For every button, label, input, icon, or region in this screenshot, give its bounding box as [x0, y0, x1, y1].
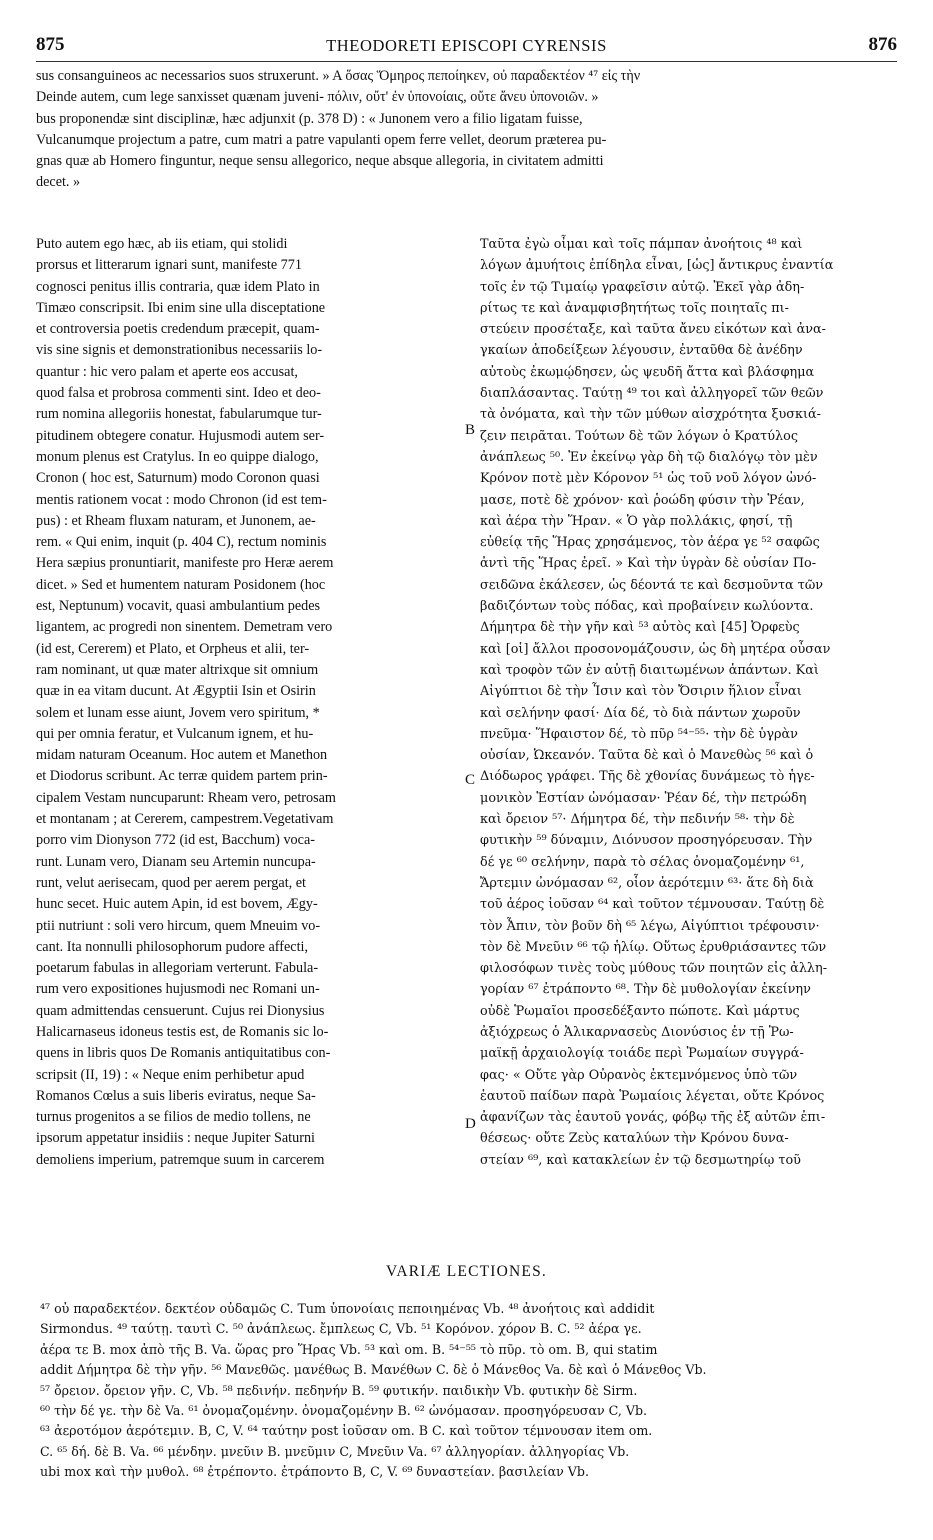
text-line: Deinde autem, cum lege sanxisset quænam juveni- πόλιν, οὔτ' ἐν ὑπονοίαις, οὔτε ἄνευ ὑπονοιῶν. » [36, 89, 599, 106]
latin-text-line: runt. Lunam vero, Dianam seu Artemin nuncupa- [36, 853, 316, 870]
latin-text-line: poetarum fabulas in allegoriam verterunt. Fabula- [36, 960, 319, 977]
variant-note-line: C. ⁶⁵ δή. δὲ B. Va. ⁶⁶ μένδην. μνεῦιν B. μνεῦμιν C, Μνεῦιν Va. ⁶⁷ ἀλληγορίαν. ἀλληγορίας Vb. [40, 1443, 630, 1459]
greek-text-line: σειδῶνα ἐκάλεσεν, ὡς δέοντά τε καὶ δεσμοῦντα τῶν [480, 577, 824, 593]
variant-note-line: addit Δήμητρα δὲ τὴν γῆν. ⁵⁶ Μανεθῶς. μανέθως B. Μανέθων C. δὲ ὁ Μάνεθος Va. δὲ καὶ ὁ Μάνεθος Vb. [40, 1362, 707, 1378]
latin-text-line: demoliens imperium, patremque suum in carcerem [36, 1151, 325, 1168]
latin-text-line: turnus progenitos a se filios de medio tollens, ne [36, 1109, 311, 1126]
latin-text-line: ptii nutriunt : soli vero hircum, quem Mneuim vo- [36, 917, 321, 934]
margin-marker-b: B [465, 422, 476, 438]
greek-text-line: ἑαυτοῦ παίδων παρὰ Ῥωμαίοις λέγεται, οὔτε Κρόνος [480, 1088, 825, 1104]
variant-note-line: ἀέρα τε B. mox ἀπὸ τῆς B. Va. ὥρας pro Ἥρας Vb. ⁵³ καὶ om. B. ⁵⁴⁻⁵⁵ τὸ πῦρ. τὸ om. B, qui statim [40, 1341, 658, 1357]
greek-text-line: λόγων ἀμυήτοις ἐπίδηλα εἶναι, [ὡς] ἄντικρυς ἐναντία [480, 258, 834, 274]
latin-text-line: ipsorum appetatur insidiis : neque Jupiter Saturni [36, 1130, 315, 1147]
greek-text-line: τὸν δὲ Μνεῦιν ⁶⁶ τῷ ἡλίῳ. Οὕτως ἐρυθριάσαντες τῶν [480, 939, 827, 955]
greek-text-line: φιλοσόφων τινὲς τοὺς μύθους τῶν ποιητῶν εἰς ἀλλη- [480, 961, 828, 977]
text-line: gnas quæ ab Homero finguntur, neque sensu allegorico, neque absque allegoria, in civitatem admitti [36, 153, 604, 170]
greek-text-line: αὐτοὺς ἐκωμῴδησεν, ὡς ψευδῆ ἄττα καὶ βλάσφημα [480, 364, 815, 380]
page-number-left: 875 [36, 34, 65, 55]
latin-text-line: rem. « Qui enim, inquit (p. 404 C), rectum nominis [36, 534, 327, 551]
latin-text-line: qui per omnia feratur, et Vulcanum ignem, et hu- [36, 725, 314, 742]
latin-text-line: cipalem Vestam nuncuparunt: Rheam vero, petrosam [36, 789, 336, 806]
greek-text-line: ζειν πειρᾶται. Τούτων δὲ τῶν λόγων ὁ Κρατύλος [480, 428, 798, 444]
latin-text-line: Romanos Cœlus a suis liberis eviratus, neque Sa- [36, 1087, 316, 1104]
latin-text-line: ligantem, ac progredi non sinentem. Demetram vero [36, 619, 333, 636]
greek-text-line: καὶ ὄρειον ⁵⁷· Δήμητρα δέ, τὴν πεδινήν ⁵⁸· τὴν δὲ [480, 812, 795, 828]
greek-text-line: οὐδὲ Ῥωμαῖοι προσεδέξαντο πώποτε. Καὶ μάρτυς [480, 1003, 800, 1019]
greek-text-line: ἀφανίζων τὰς ἑαυτοῦ γονάς, φόβῳ τῆς ἐξ αὐτῶν ἐπι- [480, 1110, 826, 1126]
greek-text-line: οὐσίαν, Ὠκεανόν. Ταῦτα δὲ καὶ ὁ Μανεθὼς ⁵⁶ καὶ ὁ [480, 748, 814, 764]
greek-text-line: τὰ ὀνόματα, καὶ τὴν τῶν μύθων αἰσχρότητα ξυσκιά- [480, 407, 822, 423]
latin-text-line: (id est, Cererem) et Plato, et Orpheus et alii, ter- [36, 640, 310, 657]
page-header [36, 34, 897, 60]
latin-text-line: Halicarnaseus idoneus testis est, de Romanis sic lo- [36, 1023, 329, 1040]
latin-text-line: vis sine signis et demonstrationibus necessariis lo- [36, 342, 323, 359]
running-title: THEODORETI EPISCOPI CYRENSIS [326, 36, 607, 55]
text-line: decet. » [36, 174, 81, 191]
text-line: Vulcanumque projectum a patre, cum matri a patre vapulanti opem ferre vellet, deorum præterea pu- [36, 131, 607, 148]
latin-text-line: scripsit (II, 19) : « Neque enim perhibetur apud [36, 1066, 305, 1083]
text-line: bus proponendæ sint disciplinæ, hæc adjunxit (p. 378 D) : « Junonem vero a filio ligatam fuisse, [36, 110, 583, 127]
latin-text-line: porro vim Dionyson 772 (id est, Bacchum) voca- [36, 832, 315, 849]
full-width-text [36, 66, 898, 194]
variant-note-line: ⁴⁷ οὐ παραδεκτέον. δεκτέον οὐδαμῶς C. Tum ὑπονοίαις πεποιημένας Vb. ⁴⁸ ἀνοήτοις καὶ addidit [40, 1301, 655, 1316]
latin-text-line: hunc secet. Huic autem Apin, id est bovem, Ægy- [36, 896, 318, 913]
latin-text-line: est, Neptunum) vocavit, quasi ambulantium pedes [36, 598, 321, 615]
greek-text-line: εὐθείᾳ τῆς Ἥρας χρησάμενος, τὸν ἀέρα γε ⁵² σαφῶς [480, 535, 820, 551]
latin-text-line: quæ in ea vitam ducunt. At Ægyptii Isin et Osirin [36, 683, 316, 700]
margin-marker-d: D [465, 1116, 476, 1132]
header-rule [36, 61, 897, 62]
latin-column [36, 234, 464, 1171]
latin-text-line: Cronon ( hoc est, Saturnum) modo Coronon quasi [36, 470, 320, 487]
latin-text-line: pus) : et Rheam fluxam naturam, et Junonem, ae- [36, 512, 316, 529]
latin-text-line: Puto autem ego hæc, ab iis etiam, qui stolidi [36, 236, 288, 252]
latin-text-line: et Diodorus scribunt. Ac terræ quidem partem prin- [36, 768, 328, 785]
latin-text-line: Timæo conscripsit. Ibi enim sine ulla disceptatione [36, 299, 326, 316]
greek-text-line: βαδιζόντων τοὺς πόδας, καὶ προβαίνειν κωλύοντα. [480, 599, 814, 615]
text-line: sus consanguineos ac necessarios suos struxerunt. » A ὅσας Ὅμηρος πεποίηκεν, οὐ παραδεκτέον ⁴⁷ εἰς τὴν [36, 68, 641, 84]
latin-text-line: pitudinem obtegere conatur. Hujusmodi autem ser- [36, 427, 325, 444]
greek-text-line: ρίτως τε καὶ ἀναμφισβητήτως τοῖς ποιηταῖς πι- [480, 300, 790, 316]
greek-text-line: γορίαν ⁶⁷ ἐτράποντο ⁶⁸. Τὴν δὲ μυθολογίαν ἐκείνην [480, 982, 811, 998]
greek-text-line: Διόδωρος γράφει. Τῆς δὲ χθονίας δυνάμεως τὸ ἡγε- [480, 769, 815, 785]
greek-text-line: δέ γε ⁶⁰ σελήνην, παρὰ τὸ σέλας ὀνομαζομένην ⁶¹, [480, 854, 805, 870]
greek-text-line: Ἄρτεμιν ὠνόμασαν ⁶², οἷον ἀερότεμιν ⁶³· ἅτε δὴ διὰ [480, 875, 814, 891]
greek-text-line: μαϊκῇ ἀρχαιολογίᾳ τοιάδε περὶ Ῥωμαίων συγγρά- [480, 1046, 804, 1062]
greek-text-line: τὸν Ἆπιν, τὸν βοῦν δὴ ⁶⁵ λέγω, Αἰγύπτιοι τρέφουσιν· [480, 918, 820, 934]
greek-text-line: στείαν ⁶⁹, καὶ κατακλείων ἐν τῷ δεσμωτηρίῳ τοῦ [480, 1152, 801, 1168]
latin-text-line: et montanam ; at Cererem, campestrem.Vegetativam [36, 811, 334, 828]
latin-text-line: prorsus et litterarum ignari sunt, manifeste 771 [36, 257, 302, 274]
latin-text-line: mentis rationem vocat : modo Chronon (id est tem- [36, 491, 327, 508]
variae-lectiones-heading: VARIÆ LECTIONES. [385, 1263, 547, 1280]
greek-text-line: μονικὸν Ἑστίαν ὠνόμασαν· Ῥέαν δέ, τὴν πετρώδη [480, 790, 807, 806]
latin-text-line: rum vero expositiones hujusmodi nec Romani un- [36, 981, 320, 998]
variant-note-line: ubi mox καὶ τὴν μυθολ. ⁶⁸ ἐτρέποντο. ἐτράποντο B, C, V. ⁶⁹ δυναστείαν. βασιλείαν Vb. [40, 1464, 589, 1480]
greek-text-line: θέσεως· οὔτε Ζεὺς καταλύων τὴν Κρόνου δυνα- [480, 1131, 789, 1147]
greek-text-line: ἀξιόχρεως ὁ Ἁλικαρνασεὺς Διονύσιος ἐν τῇ Ῥω- [480, 1024, 794, 1040]
greek-text-line: φας· « Οὔτε γὰρ Οὐρανὸς ἐκτεμνόμενος ὑπὸ τῶν [480, 1067, 798, 1083]
latin-text-line: quantur : hic vero palam et aperte eos accusat, [36, 363, 298, 380]
latin-text-line: Hera sæpius pronuntiarit, manifeste pro Heræ aerem [36, 555, 334, 572]
latin-text-line: quod falsa et probrosa commenti sint. Ideo et deo- [36, 385, 321, 402]
latin-text-line: runt, velut aerisecam, quod per aerem pergat, et [36, 874, 306, 891]
greek-text-line: γκαίων ἀποδείξεων λέγουσιν, ἐνταῦθα δὲ ἀνέδην [480, 343, 803, 359]
variae-lectiones-notes [40, 1299, 898, 1483]
latin-text-line: ram nominant, ut quæ mater altrixque sit omnium [36, 661, 319, 678]
page-number-right: 876 [868, 34, 897, 55]
variant-note-line: ⁶⁰ τὴν δέ γε. τὴν δὲ Va. ⁶¹ ὀνομαζομένην. ὀνομαζομένην B. ⁶² ὠνόμασαν. προσηγόρευσαν C, Vb. [40, 1402, 648, 1418]
greek-text-line: καὶ ἀέρα τὴν Ἥραν. « Ὁ γὰρ πολλάκις, φησί, τῇ [480, 513, 793, 529]
greek-text-line: ἀντὶ τῆς Ἥρας ἐρεῖ. » Καὶ τὴν ὑγρὰν δὲ οὐσίαν Πο- [480, 556, 817, 572]
margin-marker-c: C [465, 772, 476, 788]
greek-text-line: Αἰγύπτιοι δὲ τὴν Ἶσιν καὶ τὸν Ὄσιριν ἥλιον εἶναι [480, 684, 802, 700]
latin-text-line: dicet. » Sed et humentem naturam Posidonem (hoc [36, 576, 326, 593]
greek-text-line: Κρόνον ποτὲ μὲν Κόρονον ⁵¹ ὡς τοῦ νοῦ λόγον ὠνό- [480, 471, 817, 487]
greek-text-line: φυτικὴν ⁵⁹ δύναμιν, Διόνυσον προσηγόρευσαν. Τὴν [480, 833, 813, 849]
variant-note-line: ⁶³ ἀεροτόμον ἀερότεμιν. B, C, V. ⁶⁴ ταύτην post ἰοῦσαν om. B C. καὶ τοῦτον τέμνουσαν item om. [40, 1423, 653, 1439]
greek-text-line: μασε, ποτὲ δὲ χρόνον· καὶ ῥοώδη φύσιν τὴν Ῥέαν, [480, 492, 805, 508]
greek-text-line: τοῖς ἐν τῷ Τιμαίῳ γραφεῖσιν αὐτῷ. Ἐκεῖ γὰρ ἀδη- [480, 279, 805, 295]
greek-text-line: Ταῦτα ἐγὼ οἶμαι καὶ τοῖς πάμπαν ἀνοήτοις ⁴⁸ καὶ [480, 237, 803, 252]
latin-text-line: cant. Ita nonnulli philosophorum pudore affecti, [36, 938, 308, 955]
greek-text-line: καὶ σελήνην φασί· Δία δέ, τὸ διὰ πάντων χωροῦν [480, 705, 801, 721]
variant-note-line: Sirmondus. ⁴⁹ ταύτῃ. ταυτὶ C. ⁵⁰ ἀνάπλεως. ἔμπλεως C, Vb. ⁵¹ Κορόνον. χόρον B. C. ⁵² ἀέρα γε. [40, 1321, 642, 1337]
greek-text-line: καὶ τροφὸν τῶν ἐν αὐτῇ διαιτωμένων ἁπάντων. Καὶ [480, 662, 819, 678]
greek-column [480, 234, 898, 1171]
latin-text-line: solem et lunam esse aiunt, Jovem vero spiritum, * [36, 704, 320, 721]
latin-text-line: rum nomina allegoriis honestat, fabularumque tur- [36, 406, 322, 423]
greek-text-line: τοῦ ἀέρος ἰοῦσαν ⁶⁴ καὶ τοῦτον τέμνουσαν. Ταύτῃ δὲ [480, 897, 825, 913]
greek-text-line: πνεῦμα· Ἥφαιστον δέ, τὸ πῦρ ⁵⁴⁻⁵⁵· τὴν δὲ ὑγρὰν [480, 726, 798, 742]
latin-text-line: monum plenus est Cratylus. In eo quippe dialogo, [36, 448, 319, 465]
greek-text-line: Δήμητρα δὲ τὴν γῆν καὶ ⁵³ αὐτὸς καὶ [45] Ὀρφεὺς [480, 620, 800, 636]
greek-text-line: ἀνάπλεως ⁵⁰. Ἐν ἐκείνῳ γὰρ δὴ τῷ διαλόγῳ τὸν μὲν [480, 449, 818, 465]
greek-text-line: στεύειν προσέταξε, καὶ ταῦτα ἄνευ εἰκότων καὶ ἀνα- [480, 322, 826, 338]
latin-text-line: et controversia poetis credendum præcepit, quam- [36, 321, 320, 338]
latin-text-line: quam admittendas censuerunt. Cujus rei Dionysius [36, 1002, 325, 1019]
greek-text-line: διαπλάσαντας. Ταύτῃ ⁴⁹ τοι καὶ ἀλληγορεῖ τῶν θεῶν [480, 386, 824, 402]
latin-text-line: midam naturam Oceanum. Hoc autem et Manethon [36, 747, 328, 764]
latin-text-line: quens in libris quos De Romanis antiquitatibus con- [36, 1045, 331, 1062]
variant-note-line: ⁵⁷ ὄρειον. ὄρειον γῆν. C, Vb. ⁵⁸ πεδινήν. πεδηνήν B. ⁵⁹ φυτικήν. παιδικὴν Vb. φυτικὴν δὲ Sirm. [40, 1382, 638, 1398]
latin-text-line: cognosci penitus illis contraria, quæ idem Plato in [36, 278, 320, 295]
greek-text-line: καὶ [οἱ] ἄλλοι προσονομάζουσιν, ὡς δὴ μητέρα οὖσαν [480, 641, 831, 657]
